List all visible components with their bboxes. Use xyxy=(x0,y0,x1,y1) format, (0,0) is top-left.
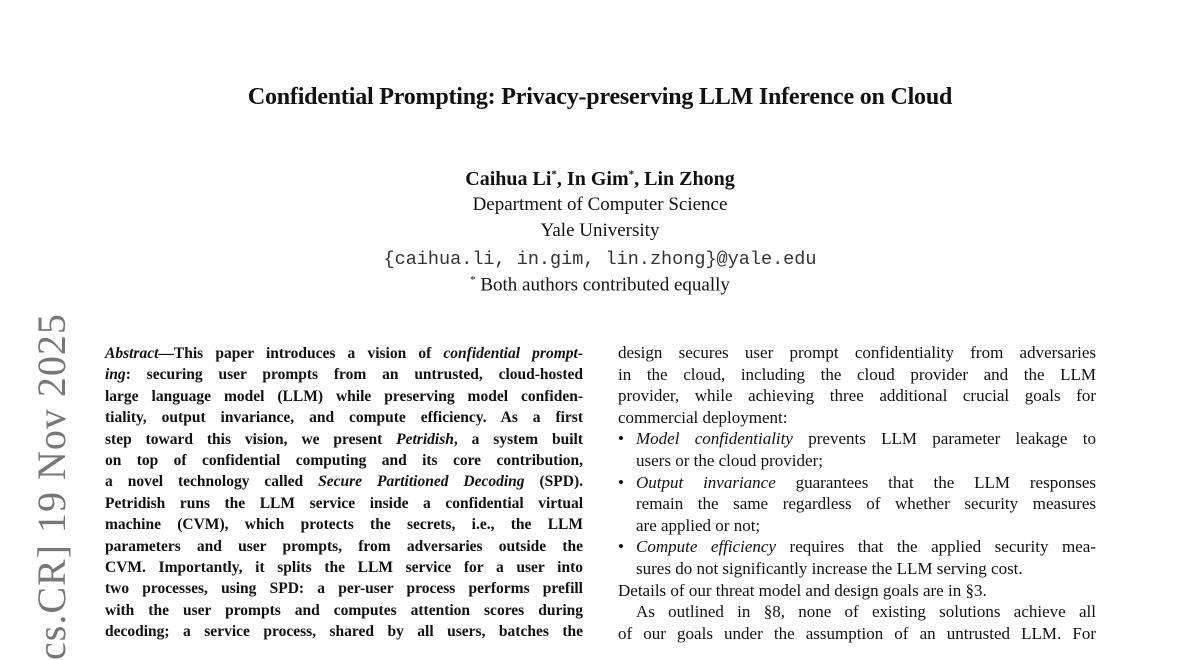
body-line: provider, while achieving three additional crucial goals for xyxy=(618,386,1096,406)
abstract-text: decoding; a service process, shared by all users, batches the xyxy=(105,623,583,641)
arxiv-stamp: cs.CR] 19 Nov 2025 xyxy=(29,313,74,660)
equal-contribution-note xyxy=(0,274,1200,296)
body-line: design secures user prompt confidentiality from adversaries xyxy=(618,343,1096,362)
author-name: Caihua Li xyxy=(465,168,552,190)
abstract-text: —This paper introduces a vision of xyxy=(158,345,444,362)
author-emails: {caihua.li, in.gim, lin.zhong}@yale.edu xyxy=(383,249,817,270)
department: Department of Computer Science xyxy=(472,194,728,215)
author-star: * xyxy=(551,168,557,181)
bullet-text: sures do not significantly increase the LLM serving cost. xyxy=(636,558,1023,578)
abstract-italic: Secure Partitioned Decoding xyxy=(318,473,525,491)
author-name: Lin Zhong xyxy=(644,168,735,190)
abstract-italic: Abstract xyxy=(105,345,159,362)
abstract-text: large language model (LLM) while preserving model confiden- xyxy=(105,387,583,405)
paper-title: Confidential Prompting: Privacy-preserving LLM Inference on Cloud xyxy=(247,84,953,110)
abstract-text: with the user prompts and computes attention scores during xyxy=(105,601,583,619)
body-line: of our goals under the assumption of an untrusted LLM. For xyxy=(618,623,1096,643)
abstract-text: Petridish runs the LLM service inside a confidential virtual xyxy=(105,494,583,512)
author-separator: , xyxy=(634,168,645,190)
bullet-term: Model confidentiality xyxy=(636,429,793,449)
right-column xyxy=(618,342,1096,644)
abstract-text: parameters and user prompts, from adversaries outside the xyxy=(105,537,583,555)
abstract-line xyxy=(105,407,583,428)
bullet-line xyxy=(618,558,1096,580)
bullet-text: are applied or not; xyxy=(636,515,761,535)
bullet-item xyxy=(618,472,1096,494)
bullet-text: requires that the applied security mea- xyxy=(776,537,1096,557)
abstract-line xyxy=(105,343,583,364)
abstract-text: , a system built xyxy=(453,430,583,448)
abstract-text: machine (CVM), which protects the secrets, i.e., the LLM xyxy=(105,516,583,534)
bullet-text: guarantees that the LLM responses xyxy=(775,472,1096,492)
author-name: In Gim xyxy=(566,168,629,190)
abstract-line xyxy=(105,536,583,557)
body-line: As outlined in §8, none of existing solutions achieve all xyxy=(636,602,1096,622)
body-line: in the cloud, including the cloud provider and the LLM xyxy=(618,364,1096,384)
bullet-line xyxy=(618,515,1096,537)
author-list xyxy=(0,168,1200,191)
university: Yale University xyxy=(540,220,660,241)
bullet-item xyxy=(618,428,1096,450)
abstract-text: (SPD). xyxy=(524,473,583,491)
note-text: Both authors contributed equally xyxy=(475,274,730,296)
author-star: * xyxy=(628,168,635,181)
bullet-text: remain the same regardless of whether security measures xyxy=(636,494,1096,514)
abstract-italic: confidential prompt- xyxy=(443,345,583,362)
abstract-line xyxy=(105,578,583,599)
bullet-line xyxy=(618,450,1096,472)
abstract-line xyxy=(105,514,583,535)
abstract-line xyxy=(105,493,583,514)
author-separator: , xyxy=(556,168,567,190)
abstract-line xyxy=(105,471,583,492)
abstract-line xyxy=(105,364,583,385)
bullet-term: Output invariance xyxy=(636,472,776,492)
abstract-text: step toward this vision, we present xyxy=(105,430,397,448)
bullet-text: prevents LLM parameter leakage to xyxy=(792,429,1096,449)
bullet-line xyxy=(618,493,1096,515)
bullet-term: Compute efficiency xyxy=(636,537,777,557)
abstract-line xyxy=(105,621,583,642)
body-line: commercial deployment: xyxy=(618,407,788,427)
abstract-line xyxy=(105,450,583,471)
abstract-text: tiality, output invariance, and compute efficiency. As a first xyxy=(105,409,583,427)
abstract-italic: ing xyxy=(105,366,126,384)
body-line: Details of our threat model and design goals are in §3. xyxy=(618,580,987,600)
abstract-line xyxy=(105,600,583,621)
bullet-item xyxy=(618,536,1096,558)
abstract-text: two processes, using SPD: a per-user process performs prefill xyxy=(105,580,583,598)
abstract xyxy=(105,343,583,643)
abstract-italic: Petridish xyxy=(396,430,454,448)
abstract-line xyxy=(105,429,583,450)
abstract-text: CVM. Importantly, it splits the LLM service for a user into xyxy=(105,559,583,577)
note-star: * xyxy=(470,274,476,286)
abstract-text: : securing user prompts from an untrusted, cloud-hosted xyxy=(125,366,583,384)
bullet-text: users or the cloud provider; xyxy=(636,450,823,470)
abstract-text: a novel technology called xyxy=(105,473,319,491)
abstract-text: on top of confidential computing and its core contribution, xyxy=(105,452,583,470)
abstract-line xyxy=(105,386,583,407)
abstract-line xyxy=(105,557,583,578)
